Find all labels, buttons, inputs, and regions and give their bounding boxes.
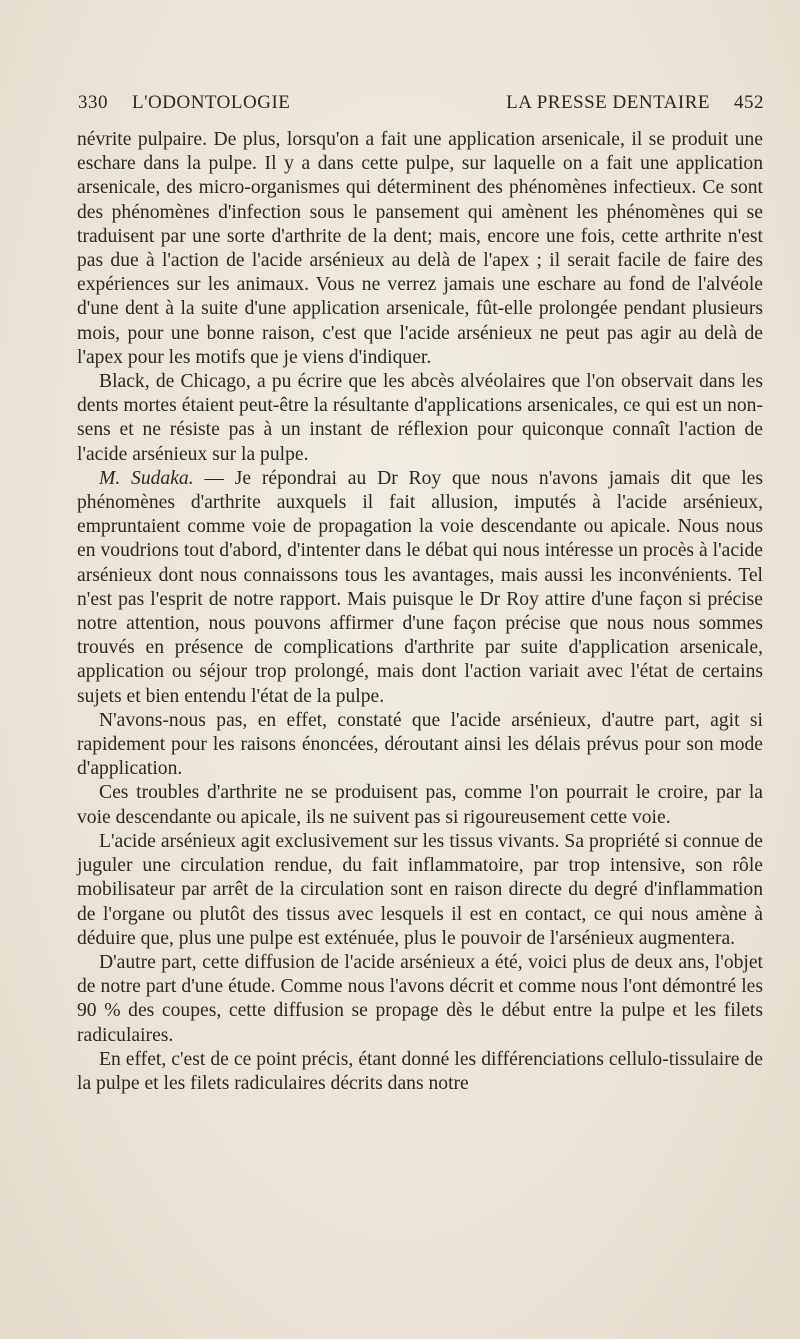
paragraph-text: névrite pulpaire. De plus, lorsqu'on a fait une application arsenicale, il se produit une eschare dans la pulpe. Il y a dans cette pulpe, sur laquelle on a fait une application arsenicale, des micro-organismes qui déterminent des phénomènes infectieux. Ce sont des phénomènes d'infection sous le pansement qui amènent les phénomènes qui se traduisent par une sorte d'arthrite de la dent; mais, encore une fois, cette arthrite n'est pas due à l'action de l'acide arsénieux au delà de l'apex ; il serait facile de faire des expériences sur les animaux. Vous ne verrez jamais une eschare au fond de l'alvéole d'une dent à la suite d'une application arsenicale, fût-elle prolongée pendant plusieurs mois, pour une bonne raison, c'est que l'acide arsénieux ne peut pas agir au delà de l'apex pour les motifs que je viens d'indiquer. bbox=[77, 129, 763, 368]
paragraph bbox=[77, 781, 763, 829]
paragraph-text: — Je répondrai au Dr Roy que nous n'avons jamais dit que les phénomènes d'arthrite auxquels il fait allusion, imputés à l'acide arsénieux, empruntaient comme voie de propagation la voie descendante ou apicale. Nous nous en voudrions tout d'abord, d'intenter dans le débat qui nous intéresse un procès à l'acide arsénieux dont nous connaissons tous les avantages, mais aussi les inconvénients. Tel n'est pas l'esprit de notre rapport. Mais puisque le Dr Roy attire d'une façon si précise notre attention, nous pouvons affirmer d'une façon précise que nous nous sommes trouvés en présence de complications d'arthrite par suite d'application arsenicale, application ou séjour trop prolongé, mais dont l'action variait avec l'état de certains sujets et bien entendu l'état de la pulpe. bbox=[77, 467, 764, 707]
paragraph-text: D'autre part, cette diffusion de l'acide arsénieux a été, voici plus de deux ans, l'objet de notre part d'une étude. Comme nous l'avons décrit et comme nous l'ont démontré les 90 % des coupes, cette diffusion se propage dès le début entre la pulpe et les filets radiculaires. bbox=[77, 951, 763, 1046]
paragraph bbox=[77, 467, 763, 709]
paragraph-text: Ces troubles d'arthrite ne se produisent pas, comme l'on pourrait le croire, par la voie descendante ou apicale, ils ne suivent pas si rigoureusement cette voie. bbox=[77, 782, 763, 828]
paragraph-text: Black, de Chicago, a pu écrire que les abcès alvéolaires que l'on observait dans les dents mortes étaient peut-être la résultante d'applications arsenicales, ce qui est un non-sens et ne résiste pas à un instant de réflexion pour quiconque connaît l'action de l'acide arsénieux sur la pulpe. bbox=[77, 371, 763, 465]
page-number-left: 330 bbox=[78, 92, 108, 113]
journal-title-left: L'ODONTOLOGIE bbox=[132, 92, 291, 113]
paragraph bbox=[77, 370, 763, 467]
speaker-name: M. Sudaka. bbox=[99, 467, 194, 489]
paragraph-text: N'avons-nous pas, en effet, constaté que l'acide arsénieux, d'autre part, agit si rapidement pour les raisons énoncées, déroutant ainsi les délais prévus pour son mode d'application. bbox=[77, 709, 763, 780]
journal-title-right: LA PRESSE DENTAIRE bbox=[506, 92, 710, 113]
running-header bbox=[78, 92, 764, 118]
paragraph-text: L'acide arsénieux agit exclusivement sur les tissus vivants. Sa propriété si connue de juguler une circulation rendue, du fait inflammatoire, par trop intensive, son rôle mobilisateur par arrêt de la circulation sont en raison directe du degré d'inflammation de l'organe ou plutôt des tissus avec lesquels il est en contact, ce qui nous amène à déduire que, plus une pulpe est exténuée, plus le pouvoir de l'arsénieux augmentera. bbox=[77, 830, 763, 949]
paragraph-text: En effet, c'est de ce point précis, étant donné les différenciations cellulo-tissulaire de la pulpe et les filets radiculaires décrits dans notre bbox=[77, 1048, 763, 1094]
paragraph bbox=[77, 128, 763, 370]
paragraph bbox=[77, 709, 763, 782]
paragraph bbox=[77, 1048, 763, 1096]
paragraph bbox=[77, 830, 763, 951]
page-number-right: 452 bbox=[734, 92, 764, 113]
paragraph bbox=[77, 951, 763, 1048]
body-text bbox=[77, 128, 763, 1096]
